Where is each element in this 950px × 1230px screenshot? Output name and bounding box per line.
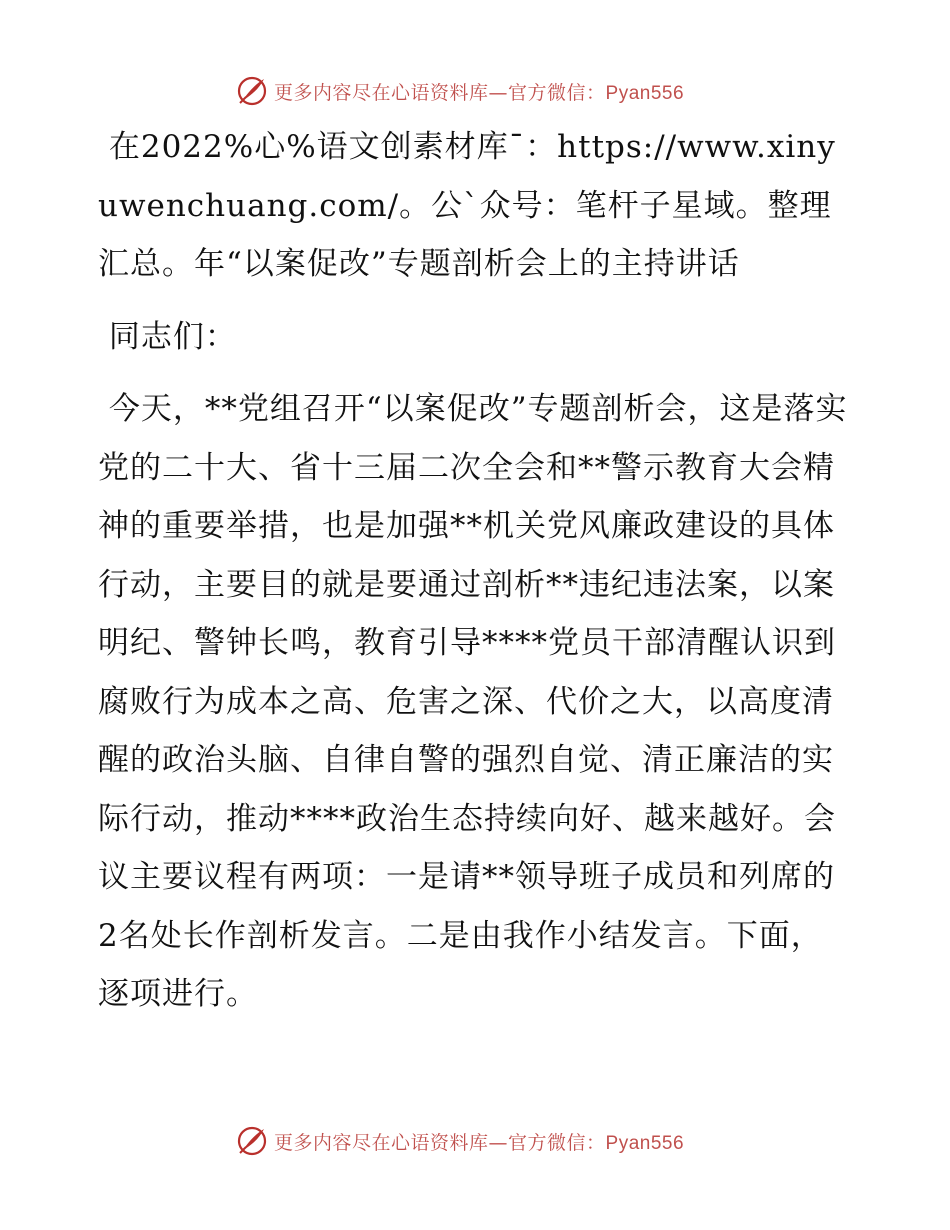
footer-banner-text — [274, 1128, 684, 1155]
header-banner-id: Pyan556 — [605, 82, 685, 104]
title-paragraph: 在2022%心%语文创素材库¯：https://www.xinyuwenchuang.com/。公`众号：笔杆子星域。整理汇总。年“以案促改”专题剖析会上的主持讲话 — [98, 129, 836, 282]
body-paragraph: 今天，**党组召开“以案促改”专题剖析会，这是落实党的二十大、省十三届二次全会和**警示教育大会精神的重要举措，也是加强**机关党风廉政建设的具体行动，主要目的就是要通过剖析**违纪违法案，以案明纪、警钟长鸣，教育引导****党员干部清醒认识到腐败行为成本之高、危害之深、代价之大，以高度清醒的政治头脑、自律自警的强烈自觉、清正廉洁的实际行动，推动****政治生态持续向好、越来越好。会议主要议程有两项：一是请**领导班子成员和列席的2名处长作剖析发言。二是由我作小结发言。下面，逐项进行。 — [98, 391, 848, 1012]
header-banner — [236, 74, 684, 108]
header-banner-text — [274, 78, 684, 105]
footer-banner-label: 更多内容尽在心语资料库—官方微信： — [274, 1131, 606, 1154]
footer-banner — [236, 1124, 684, 1158]
footer-banner-id: Pyan556 — [605, 1132, 685, 1154]
quill-pen-logo-icon — [236, 75, 268, 107]
document-body — [98, 118, 850, 1024]
quill-pen-logo-icon — [236, 1125, 268, 1157]
greeting: 同志们： — [108, 318, 237, 355]
header-banner-label: 更多内容尽在心语资料库—官方微信： — [274, 81, 606, 104]
